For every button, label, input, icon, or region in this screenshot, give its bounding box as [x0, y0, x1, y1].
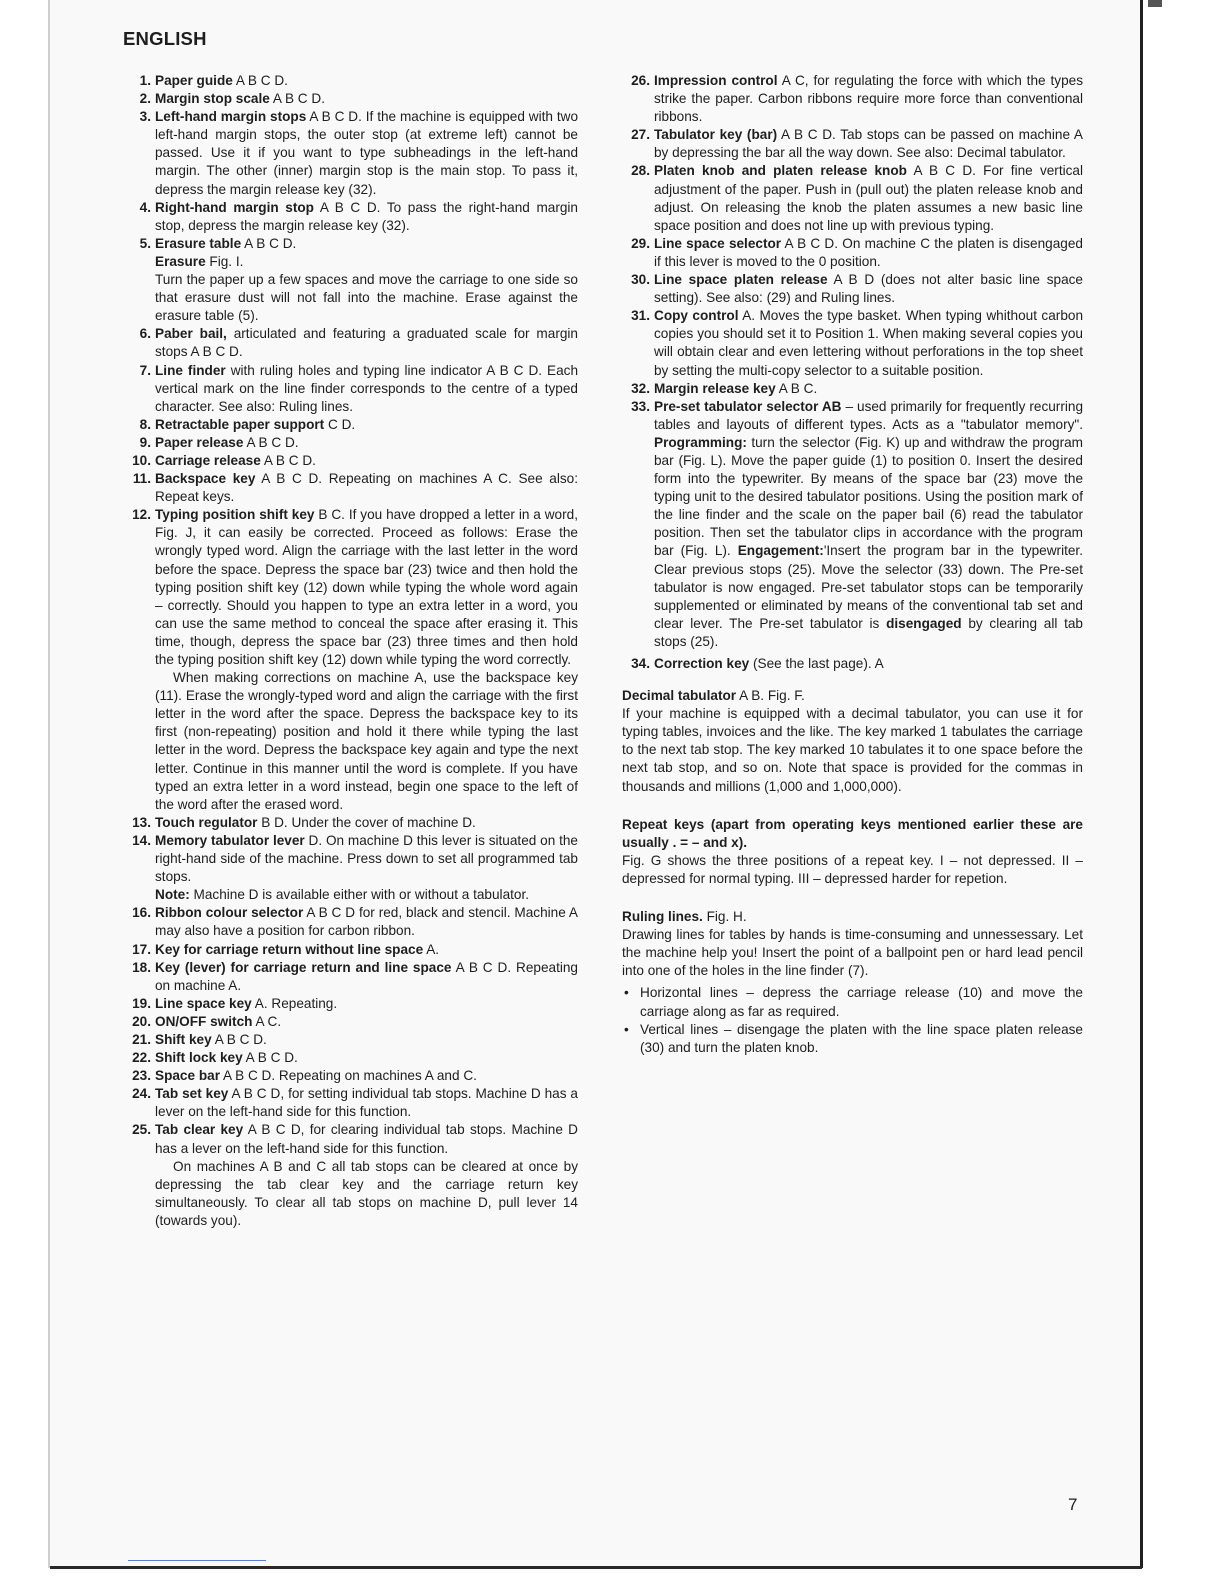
- list-item: 31. Copy control A. Moves the type basket. When typing whithout carbon copies you should set it to Position 1. When making several copies you will obtain clear and even lettering without perforations in the top sheet by setting the multi-copy selector to a suitable position.: [631, 308, 1083, 378]
- list-item: 23. Space bar A B C D. Repeating on machines A and C.: [132, 1068, 477, 1084]
- list-item: 8. Retractable paper support C D.: [139, 416, 356, 432]
- list-item: 17. Key for carriage return without line space A.: [132, 941, 440, 957]
- list-item: 29. Line space selector A B C D. On machine C the platen is disengaged if this lever is moved to the 0 position.: [631, 235, 1083, 269]
- bullet-icon: •: [624, 1021, 629, 1037]
- bullet-icon: •: [624, 985, 629, 1001]
- list-item: • Vertical lines – disengage the platen with the line space platen release (30) and turn the platen knob.: [624, 1021, 1083, 1055]
- right-item-list: [622, 72, 1083, 673]
- list-item: 18. Key (lever) for carriage return and line space A B C D. Repeating on machine A.: [132, 959, 578, 993]
- list-item: 30. Line space platen release A B D (does not alter basic line space setting). See also: (29) and Ruling lines.: [631, 272, 1083, 306]
- list-item: 1. Paper guide A B C D.: [139, 73, 288, 88]
- list-item: 12. Typing position shift key B C. If you have dropped a letter in a word, Fig. J, it can easily be corrected. Proceed as follows: Erase the wrongly typed word. Align the carriage with the last letter in the word before the space. Depress the space bar (23) twice and then hold the typing position shift key (12) down while typing the whole word again – correctly. Should you happen to type an extra letter in a word, you can use the same method to conceal the space after erasing it. This time, though, depress the space bar (23) three times and then hold the typing position shift key (12) down while typing the word correctly. When making corrections on machine A, use the backspace key (11). Erase the wrongly-typed word and align the carriage with the first letter in the word after the space. Depress the backspace key to its first (non-repeating) position and hold it there while typing the last letter in the word. Depress the backspace key again and type the next letter. Continue in this manner until the word is complete. If you have typed an extra letter in a word instead, begin one space to the left of the word after the erased word.: [132, 507, 578, 812]
- list-item: 28. Platen knob and platen release knob A B C D. For fine vertical adjustment of the paper. Push in (pull out) the platen release knob and adjust. On releasing the knob the platen assumes a new basic line space position and does not line up with previous typing.: [631, 163, 1083, 233]
- page-right-edge: [1140, 0, 1143, 1568]
- page-bottom-edge: [50, 1566, 1142, 1569]
- list-item: 9. Paper release A B C D.: [139, 434, 299, 450]
- left-item-list: [123, 72, 578, 1230]
- section-title: Decimal tabulator: [622, 688, 737, 704]
- section-body: Drawing lines for tables by hands is time-consuming and unnessessary. Let the machine help you! Insert the point of a ballpoint pen or hard lead pencil into one of the holes in the line finder (7).: [622, 927, 1083, 979]
- list-item: 34. Correction key (See the last page). A: [631, 656, 884, 671]
- list-item: 14. Memory tabulator lever D. On machine D this lever is situated on the right-hand side of the machine. Press down to set all programmed tab stops. Note: Machine D is available either with or without a tabulator.: [132, 832, 578, 903]
- list-item: 4. Right-hand margin stop A B C D. To pass the right-hand margin stop, depress the margin release key (32).: [139, 199, 578, 233]
- left-column: [123, 72, 578, 1230]
- section-body: If your machine is equipped with a decimal tabulator, you can use it for typing tables, invoices and the like. The key marked 1 tabulates the carriage to the next tab stop. The key marked 10 tabulates it to one space before the next tab stop, and so on. Note that space is provided for the commas in thousands and millions (1,000 and 1,000,000).: [622, 706, 1083, 794]
- repeat-keys-section: [622, 816, 1083, 888]
- list-item: 32. Margin release key A B C.: [631, 380, 818, 396]
- list-item: 22. Shift lock key A B C D.: [132, 1050, 298, 1066]
- list-item: 25. Tab clear key A B C D, for clearing individual tab stops. Machine D has a lever on the left-hand side for this function. On machines A B and C all tab stops can be cleared at once by depressing the tab clear key and the carriage return key simultaneously. To clear all tab stops on machine D, pull lever 14 (towards you).: [132, 1122, 578, 1228]
- list-item: 11. Backspace key A B C D. Repeating on machines A C. See also: Repeat keys.: [132, 471, 578, 505]
- list-item: 24. Tab set key A B C D, for setting individual tab stops. Machine D has a lever on the left-hand side for this function.: [132, 1086, 578, 1120]
- list-item: 21. Shift key A B C D.: [132, 1031, 267, 1047]
- list-item: 20. ON/OFF switch A C.: [132, 1013, 282, 1029]
- list-item: 33. Pre-set tabulator selector AB – used primarily for frequently recurring tables and layouts of different types. Acts as a "tabulator memory". Programming: turn the selector (Fig. K) up and withdraw the program bar (Fig. L). Move the paper guide (1) to position 0. Insert the desired form into the typewriter. By means of the space bar (23) move the typing unit to the desired tabulator positions. Using the position mark of the line finder and the scale on the paper bail (6) read the tabulator position. Then set the tabulator clips in accordance with the program bar (Fig. L). Engagement:'Insert the program bar in the typewriter. Clear previous stops (25). Move the selector (33) down. The Pre-set tabulator is now engaged. Pre-set tabulator stops can be temporarily supplemented or eliminated by means of the conventional tab set and clear lever. The Pre-set tabulator is disengaged by clearing all tab stops (25).: [631, 398, 1083, 649]
- corner-mark: [1148, 0, 1162, 7]
- page-heading: ENGLISH: [123, 28, 207, 49]
- list-item: 26. Impression control A C, for regulating the force with which the types strike the paper. Carbon ribbons require more force than conventional ribbons.: [631, 73, 1083, 125]
- decimal-tabulator-section: Decimal tabulator A B. Fig. F. If your machine is equipped with a decimal tabulator, you can use it for typing tables, invoices and the like. The key marked 1 tabulates the carriage to the next tab stop. The key marked 10 tabulates it to one space before the next tab stop, and so on. Note that space is provided for the commas in thousands and millions (1,000 and 1,000,000).: [622, 687, 1083, 796]
- list-item: 27. Tabulator key (bar) A B C D. Tab stops can be passed on machine A by depressing the bar all the way down. See also: Decimal tabulator.: [631, 127, 1083, 161]
- section-title: Repeat keys (apart from operating keys mentioned earlier these are usually . = – and x).: [622, 816, 1083, 850]
- ruling-bullets: [622, 984, 1083, 1056]
- page-number: 7: [1068, 1495, 1078, 1514]
- list-item: 5. Erasure table A B C D. Erasure Fig. I. Turn the paper up a few spaces and move the carriage to one side so that erasure dust will not fall into the machine. Erase against the erasure table (5).: [139, 235, 578, 324]
- ruling-lines-section: Ruling lines. Fig. H. Drawing lines for tables by hands is time-consuming and unnessessary. Let the machine help you! Insert the point of a ballpoint pen or hard lead pencil into one of the holes in the line finder (7). • Horizontal lines – depress the carriage release (10) and move the carriage along as far as required. • Vertical lines – disengage the platen with the line space platen release (30) and turn the platen knob.: [622, 908, 1083, 1057]
- list-item: • Horizontal lines – depress the carriage release (10) and move the carriage along as far as required.: [624, 985, 1083, 1019]
- bottom-blue-line: [128, 1560, 266, 1561]
- list-item: 10. Carriage release A B C D.: [132, 452, 316, 468]
- right-column: [622, 72, 1083, 1057]
- section-body: Fig. G shows the three positions of a repeat key. I – not depressed. II – depressed for normal typing. III – depressed harder for repetion.: [622, 852, 1083, 886]
- list-item: 19. Line space key A. Repeating.: [132, 995, 338, 1011]
- list-item: 7. Line finder with ruling holes and typing line indicator A B C D. Each vertical mark on the line finder corresponds to the centre of a typed character. See also: Ruling lines.: [139, 362, 579, 414]
- list-item: 3. Left-hand margin stops A B C D. If the machine is equipped with two left-hand margin stops, the outer stop (at extreme left) cannot be passed. Use it if you want to type subheadings in the left-hand margin. The other (inner) margin stop is the main stop. To pass it, depress the margin release key (32).: [139, 109, 579, 197]
- list-item: 13. Touch regulator B D. Under the cover of machine D.: [132, 814, 476, 830]
- list-item: 6. Paber bail, articulated and featuring a graduated scale for margin stops A B C D.: [139, 326, 578, 360]
- list-item: 16. Ribbon colour selector A B C D for red, black and stencil. Machine A may also have a position for carbon ribbon.: [132, 905, 578, 939]
- list-item: 2. Margin stop scale A B C D.: [139, 91, 325, 107]
- section-title: Ruling lines.: [622, 909, 703, 925]
